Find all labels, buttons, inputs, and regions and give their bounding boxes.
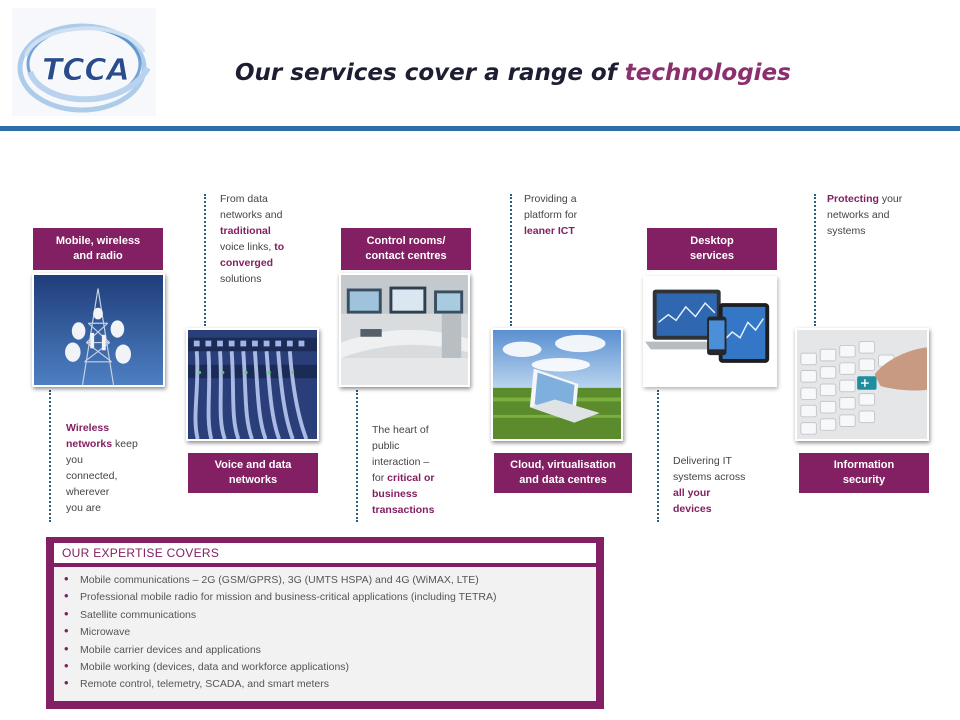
tcca-logo — [12, 8, 156, 116]
connector-line-cloud — [510, 194, 512, 326]
service-label-voice: Voice and data networks — [188, 453, 318, 493]
logo-text: TCCA — [42, 53, 130, 88]
description-control: The heart of public interaction – for critical or business transactions — [372, 424, 435, 516]
photo-keyboard-security — [795, 328, 929, 441]
connector-line-mobile — [49, 390, 51, 522]
expertise-item: • Remote control, telemetry, SCADA, and smart meters — [64, 676, 588, 693]
photo-control-room — [339, 273, 470, 387]
expertise-item: • Mobile carrier devices and applications — [64, 642, 588, 659]
service-label-control: Control rooms/ contact centres — [341, 228, 471, 270]
description-voice: From data networks and traditional voice links, to converged solutions — [220, 193, 285, 285]
expertise-item: • Satellite communications — [64, 607, 588, 624]
expertise-title: OUR EXPERTISE COVERS — [54, 543, 596, 563]
photo-devices — [643, 276, 777, 387]
service-label-cloud: Cloud, virtualisation and data centres — [494, 453, 632, 493]
connector-line-control — [356, 390, 358, 522]
page-title — [235, 60, 791, 86]
expertise-item: • Professional mobile radio for mission and business-critical applications (including TETRA) — [64, 589, 588, 606]
expertise-item: • Mobile working (devices, data and workforce applications) — [64, 659, 588, 676]
service-label-security: Information security — [799, 453, 929, 493]
photo-laptop-on-grass — [491, 328, 623, 441]
expertise-list — [64, 572, 588, 694]
header-divider — [0, 126, 960, 131]
expertise-item: • Microwave — [64, 624, 588, 641]
service-label-mobile: Mobile, wireless and radio — [33, 228, 163, 270]
title-accent: technologies — [624, 60, 791, 86]
service-label-desktop: Desktop services — [647, 228, 777, 270]
expertise-list-container — [54, 567, 596, 701]
expertise-item: • Mobile communications – 2G (GSM/GPRS), 3G (UMTS HSPA) and 4G (WiMAX, LTE) — [64, 572, 588, 589]
expertise-panel — [46, 537, 604, 709]
description-desktop: Delivering IT systems across all your devices — [673, 455, 746, 515]
description-cloud: Providing a platform for leaner ICT — [524, 193, 578, 237]
photo-radio-tower — [32, 273, 165, 387]
connector-line-security — [814, 194, 816, 326]
connector-line-voice — [204, 194, 206, 326]
photo-network-cables — [186, 328, 319, 441]
title-main: Our services cover a range of — [235, 60, 625, 86]
description-security: Protecting your networks and systems — [827, 193, 903, 237]
connector-line-desktop — [657, 390, 659, 522]
description-mobile: Wireless networks keep you connected, wherever you are — [66, 422, 138, 514]
